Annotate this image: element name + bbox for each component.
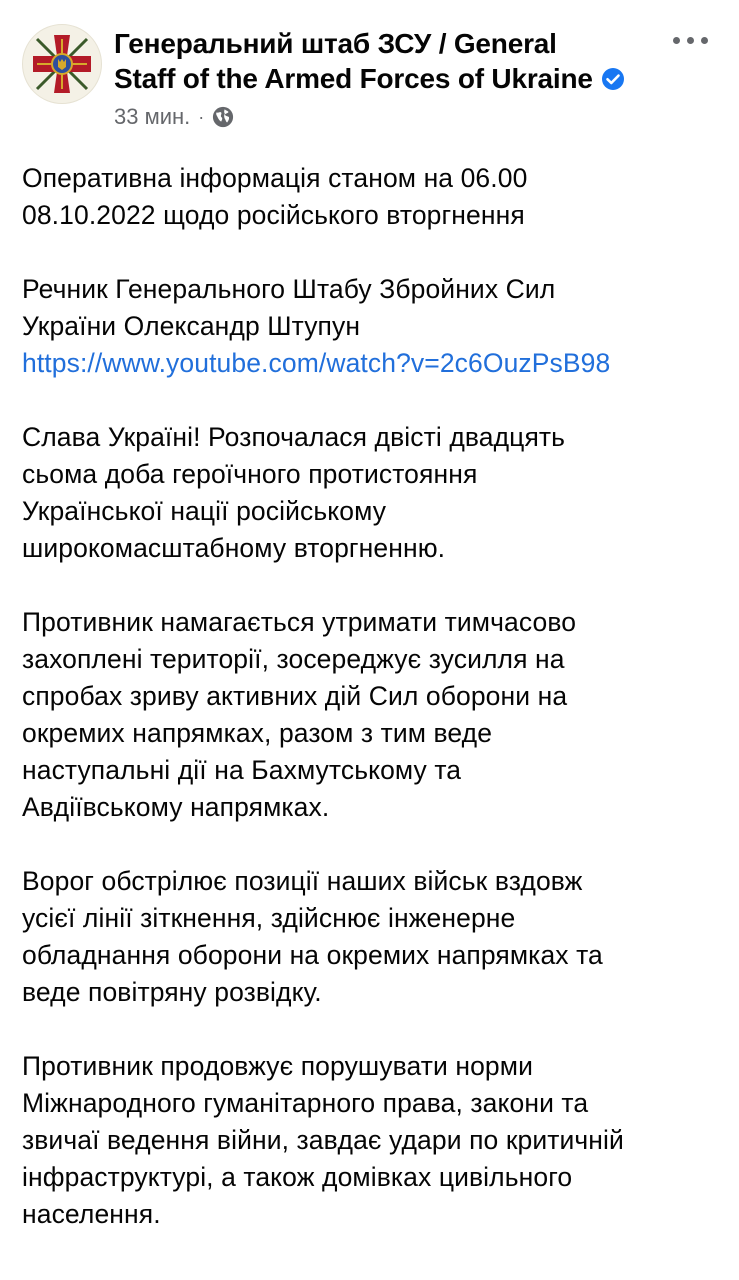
- page-name-line1: Генеральний штаб ЗСУ / General: [114, 28, 557, 59]
- text-line: Речник Генерального Штабу Збройних Сил: [22, 274, 556, 304]
- post-meta: [114, 103, 234, 131]
- post-timestamp[interactable]: 33 мин.: [114, 104, 191, 129]
- text-line: широкомасштабному вторгненню.: [22, 533, 446, 563]
- text-line: спробах зриву активних дій Сил оборони на: [22, 681, 568, 711]
- text-line: усієї лінії зіткнення, здійснює інженерне: [22, 903, 516, 933]
- post-paragraph: [22, 604, 732, 826]
- text-line: Ворог обстрілює позиції наших військ вздовж: [22, 866, 583, 896]
- more-horizontal-icon: [673, 37, 680, 44]
- globe-icon[interactable]: [212, 106, 234, 128]
- post-paragraph: [22, 160, 732, 234]
- page-name-line2: Staff of the Armed Forces of Ukraine: [114, 63, 593, 94]
- text-line: Оперативна інформація станом на 06.00: [22, 163, 528, 193]
- more-options-button[interactable]: [671, 26, 711, 54]
- text-line: Противник намагається утримати тимчасово: [22, 607, 577, 637]
- text-line: Противник продовжує порушувати норми: [22, 1051, 533, 1081]
- post-body: [22, 160, 732, 1270]
- post-paragraph: [22, 863, 732, 1011]
- post-paragraph: [22, 271, 732, 382]
- text-line: сьома доба героїчного протистояння: [22, 459, 478, 489]
- text-line: 08.10.2022 щодо російського вторгнення: [22, 200, 525, 230]
- more-horizontal-icon: [701, 37, 708, 44]
- meta-separator: ·: [198, 107, 205, 127]
- text-line: звичаї ведення війни, завдає удари по критичній: [22, 1125, 624, 1155]
- text-line: захоплені території, зосереджує зусилля на: [22, 644, 565, 674]
- text-line: Авдіївському напрямках.: [22, 792, 330, 822]
- text-line: Міжнародного гуманітарного права, закони та: [22, 1088, 589, 1118]
- general-staff-emblem-icon: [23, 25, 101, 103]
- text-line: населення.: [22, 1199, 161, 1229]
- text-line: окремих напрямках, разом з тим веде: [22, 718, 493, 748]
- page-name[interactable]: [114, 26, 654, 96]
- youtube-link[interactable]: https://www.youtube.com/watch?v=2c6OuzPsB98: [22, 348, 611, 378]
- text-line: наступальні дії на Бахмутському та: [22, 755, 462, 785]
- text-line: веде повітряну розвідку.: [22, 977, 322, 1007]
- text-line: Української нації російському: [22, 496, 387, 526]
- post-paragraph: [22, 419, 732, 567]
- text-line: Слава Україні! Розпочалася двісті двадцять: [22, 422, 566, 452]
- text-line: обладнання оборони на окремих напрямках та: [22, 940, 603, 970]
- more-horizontal-icon: [687, 37, 694, 44]
- text-line: інфраструктурі, а також домівках цивільного: [22, 1162, 573, 1192]
- avatar[interactable]: [22, 24, 102, 104]
- text-line: України Олександр Штупун: [22, 311, 361, 341]
- post-header: [0, 0, 739, 140]
- verified-badge-icon: [601, 67, 625, 91]
- post-paragraph: [22, 1048, 732, 1233]
